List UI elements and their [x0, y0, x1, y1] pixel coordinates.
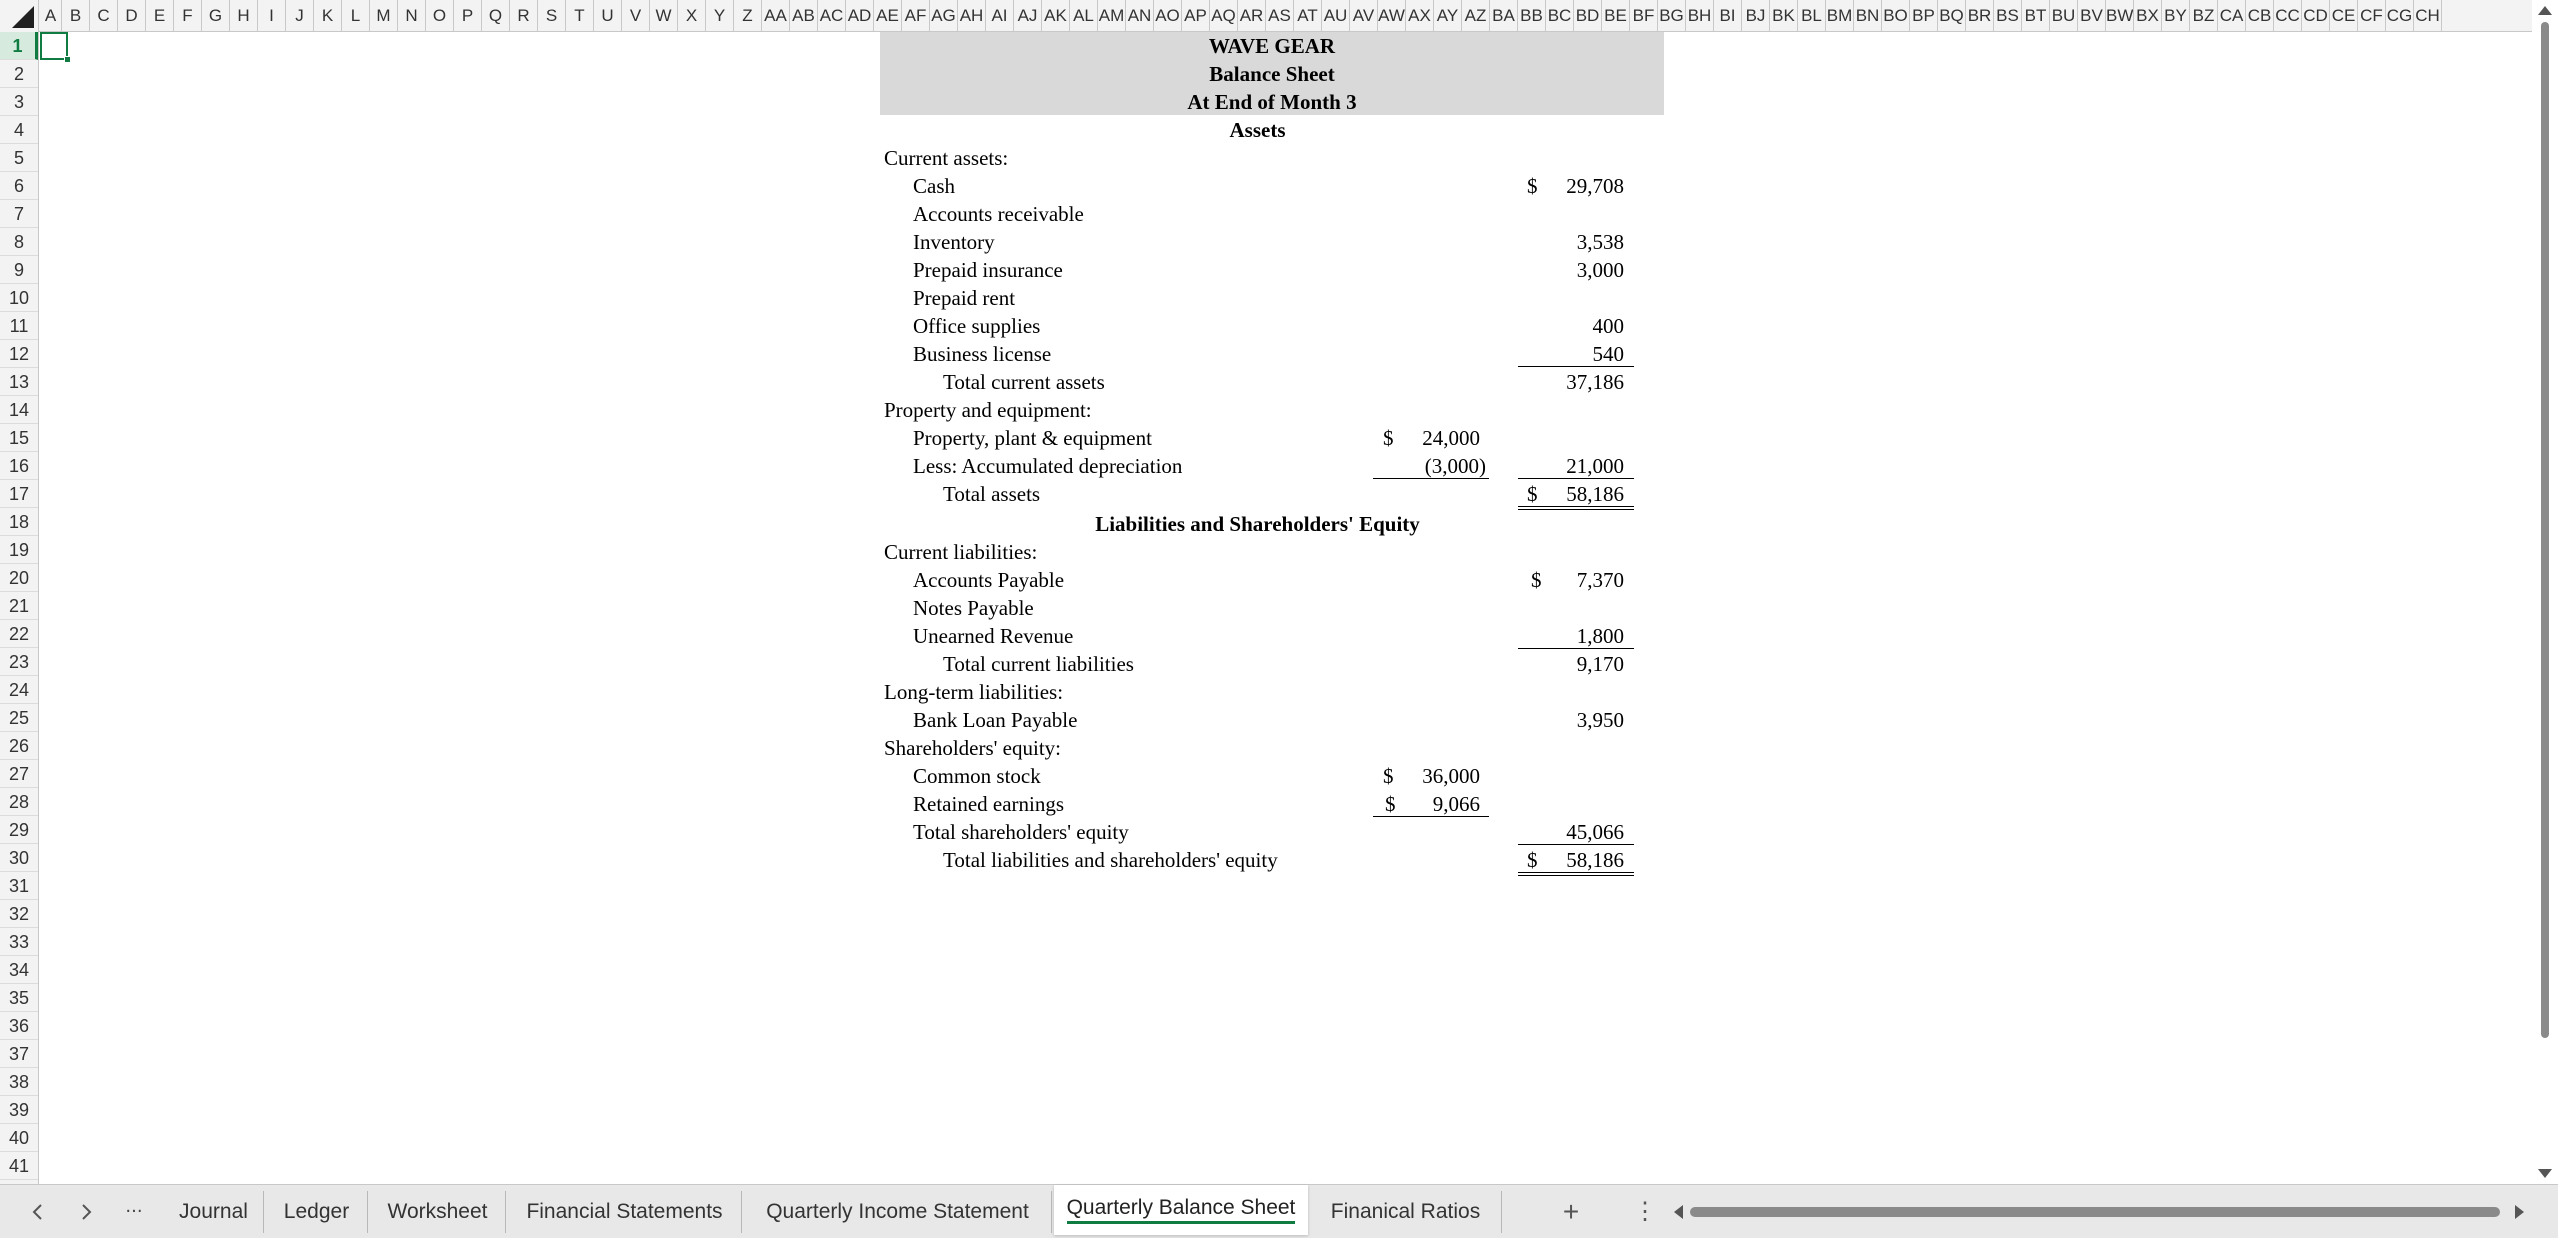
column-header-t[interactable]: T	[566, 0, 594, 32]
column-header-br[interactable]: BR	[1966, 0, 1994, 32]
column-header-n[interactable]: N	[398, 0, 426, 32]
row-header-35[interactable]: 35	[0, 984, 38, 1012]
column-header-bo[interactable]: BO	[1882, 0, 1910, 32]
more-sheets-button[interactable]: ···	[125, 1201, 143, 1222]
column-header-b[interactable]: B	[62, 0, 90, 32]
scroll-down-arrow-icon[interactable]	[2538, 1169, 2552, 1178]
total-current-liabilities-value: 9,170	[1576, 652, 1624, 676]
column-header-bar	[0, 0, 2532, 32]
column-header-u[interactable]: U	[594, 0, 622, 32]
accounts-payable-value: 7,370	[1576, 568, 1624, 592]
column-header-x[interactable]: X	[678, 0, 706, 32]
total-liabilities-equity-dollar-sign: $	[1527, 848, 1538, 872]
row-header-33[interactable]: 33	[0, 928, 38, 956]
active-cell-a1[interactable]	[40, 32, 68, 60]
tab-ledger[interactable]: Ledger	[266, 1191, 368, 1233]
row-header-24[interactable]: 24	[0, 676, 38, 704]
column-header-bd[interactable]: BD	[1574, 0, 1602, 32]
column-header-q[interactable]: Q	[482, 0, 510, 32]
inventory-value: 3,538	[1576, 230, 1624, 254]
next-sheet-button[interactable]	[66, 1193, 106, 1231]
notes-payable-label: Notes Payable	[913, 596, 1034, 620]
row-header-28[interactable]: 28	[0, 788, 38, 816]
row-header-1[interactable]: 1	[0, 32, 38, 60]
column-header-s[interactable]: S	[538, 0, 566, 32]
column-header-bq[interactable]: BQ	[1938, 0, 1966, 32]
column-header-ag[interactable]: AG	[930, 0, 958, 32]
column-header-bk[interactable]: BK	[1770, 0, 1798, 32]
row-header-40[interactable]: 40	[0, 1124, 38, 1152]
equity-underline	[1373, 816, 1489, 817]
column-header-c[interactable]: C	[90, 0, 118, 32]
column-header-az[interactable]: AZ	[1462, 0, 1490, 32]
row-header-7[interactable]: 7	[0, 200, 38, 228]
row-header-11[interactable]: 11	[0, 312, 38, 340]
total-assets-label: Total assets	[943, 482, 1041, 506]
bank-loan-value: 3,950	[1576, 708, 1624, 732]
column-header-v[interactable]: V	[622, 0, 650, 32]
row-header-27[interactable]: 27	[0, 760, 38, 788]
total-liabilities-equity-label: Total liabilities and shareholders' equity	[943, 848, 1278, 872]
column-header-cc[interactable]: CC	[2274, 0, 2302, 32]
total-liabilities-equity-value: 58,186	[1566, 848, 1624, 872]
retained-earnings-label: Retained earnings	[913, 792, 1065, 816]
depreciation-underline	[1373, 478, 1489, 479]
column-header-w[interactable]: W	[650, 0, 678, 32]
common-stock-dollar-sign: $	[1383, 764, 1394, 788]
property-equipment-heading: Property and equipment:	[884, 398, 1092, 422]
column-header-a[interactable]: A	[40, 0, 62, 32]
column-header-am[interactable]: AM	[1098, 0, 1126, 32]
row-header-14[interactable]: 14	[0, 396, 38, 424]
vertical-scrollbar[interactable]	[2532, 0, 2558, 1184]
row-header-3[interactable]: 3	[0, 88, 38, 116]
liabilities-equity-heading: Liabilities and Shareholders' Equity	[1095, 512, 1420, 536]
column-header-al[interactable]: AL	[1070, 0, 1098, 32]
column-header-o[interactable]: O	[426, 0, 454, 32]
vertical-scroll-thumb[interactable]	[2541, 22, 2549, 1038]
column-header-bi[interactable]: BI	[1714, 0, 1742, 32]
row-header-19[interactable]: 19	[0, 536, 38, 564]
row-header-36[interactable]: 36	[0, 1012, 38, 1040]
accounts-payable-dollar-sign: $	[1531, 568, 1542, 592]
total-current-liabilities-label: Total current liabilities	[943, 652, 1134, 676]
prepaid-insurance-label: Prepaid insurance	[913, 258, 1063, 282]
row-header-41[interactable]: 41	[0, 1152, 38, 1180]
total-current-assets-label: Total current assets	[943, 370, 1105, 394]
column-header-y[interactable]: Y	[706, 0, 734, 32]
column-header-aj[interactable]: AJ	[1014, 0, 1042, 32]
tab-financial-statements[interactable]: Financial Statements	[508, 1191, 742, 1233]
tab-worksheet[interactable]: Worksheet	[370, 1191, 506, 1233]
common-stock-value: 36,000	[1422, 764, 1480, 788]
business-license-value: 540	[1592, 342, 1624, 366]
column-header-z[interactable]: Z	[734, 0, 762, 32]
current-liabilities-label: Current liabilities:	[884, 540, 1038, 564]
column-header-ce[interactable]: CE	[2330, 0, 2358, 32]
column-header-ai[interactable]: AI	[986, 0, 1014, 32]
row-header-10[interactable]: 10	[0, 284, 38, 312]
assets-heading: Assets	[1229, 118, 1286, 142]
column-header-as[interactable]: AS	[1266, 0, 1294, 32]
statement-period: At End of Month 3	[1187, 90, 1357, 114]
column-header-bx[interactable]: BX	[2134, 0, 2162, 32]
sheet-options-button[interactable]: ⋮	[1633, 1198, 1657, 1225]
cash-dollar-sign: $	[1527, 174, 1538, 198]
retained-earnings-value: 9,066	[1432, 792, 1480, 816]
column-header-bv[interactable]: BV	[2078, 0, 2106, 32]
column-header-ca[interactable]: CA	[2218, 0, 2246, 32]
column-header-bz[interactable]: BZ	[2190, 0, 2218, 32]
column-header-bt[interactable]: BT	[2022, 0, 2050, 32]
row-header-2[interactable]: 2	[0, 60, 38, 88]
row-header-25[interactable]: 25	[0, 704, 38, 732]
total-equity-underline	[1518, 844, 1634, 845]
row-header-32[interactable]: 32	[0, 900, 38, 928]
column-header-d[interactable]: D	[118, 0, 146, 32]
row-header-8[interactable]: 8	[0, 228, 38, 256]
row-header-29[interactable]: 29	[0, 816, 38, 844]
total-current-assets-value: 37,186	[1566, 370, 1624, 394]
total-liabilities-equity-double-underline	[1518, 872, 1634, 876]
column-header-bl[interactable]: BL	[1798, 0, 1826, 32]
row-header-23[interactable]: 23	[0, 648, 38, 676]
cash-label: Cash	[913, 174, 955, 198]
column-header-g[interactable]: G	[202, 0, 230, 32]
select-all-corner[interactable]	[0, 0, 39, 32]
row-header-13[interactable]: 13	[0, 368, 38, 396]
row-header-20[interactable]: 20	[0, 564, 38, 592]
tab-quarterly-balance-sheet-label: Quarterly Balance Sheet	[1067, 1196, 1296, 1224]
column-header-aa[interactable]: AA	[762, 0, 790, 32]
column-header-ac[interactable]: AC	[818, 0, 846, 32]
row-header-38[interactable]: 38	[0, 1068, 38, 1096]
chevron-right-icon	[76, 1202, 96, 1222]
subtotal-underline	[1518, 366, 1634, 367]
retained-earnings-dollar-sign: $	[1385, 792, 1396, 816]
net-ppe-value: 21,000	[1566, 454, 1624, 478]
statement-title: Balance Sheet	[1209, 62, 1335, 86]
column-header-cf[interactable]: CF	[2358, 0, 2386, 32]
chevron-left-icon	[28, 1202, 48, 1222]
prepaid-rent-label: Prepaid rent	[913, 286, 1016, 310]
row-header-21[interactable]: 21	[0, 592, 38, 620]
accumulated-depreciation-value: (3,000)	[1424, 454, 1486, 478]
column-header-ae[interactable]: AE	[874, 0, 902, 32]
column-header-f[interactable]: F	[174, 0, 202, 32]
column-header-l[interactable]: L	[342, 0, 370, 32]
row-header-39[interactable]: 39	[0, 1096, 38, 1124]
column-header-bc[interactable]: BC	[1546, 0, 1574, 32]
column-header-ax[interactable]: AX	[1406, 0, 1434, 32]
cash-value: 29,708	[1566, 174, 1624, 198]
column-header-ah[interactable]: AH	[958, 0, 986, 32]
column-header-cd[interactable]: CD	[2302, 0, 2330, 32]
row-header-16[interactable]: 16	[0, 452, 38, 480]
row-header-4[interactable]: 4	[0, 116, 38, 144]
horizontal-scroll-thumb[interactable]	[1690, 1207, 2500, 1217]
column-header-r[interactable]: R	[510, 0, 538, 32]
accumulated-depreciation-label: Less: Accumulated depreciation	[913, 454, 1183, 478]
column-header-ar[interactable]: AR	[1238, 0, 1266, 32]
column-header-j[interactable]: J	[286, 0, 314, 32]
column-header-be[interactable]: BE	[1602, 0, 1630, 32]
ppe-value: 24,000	[1422, 426, 1480, 450]
row-header-17[interactable]: 17	[0, 480, 38, 508]
column-header-ak[interactable]: AK	[1042, 0, 1070, 32]
current-liabilities-underline	[1518, 648, 1634, 649]
column-header-by[interactable]: BY	[2162, 0, 2190, 32]
previous-sheet-button[interactable]	[18, 1193, 58, 1231]
row-header-37[interactable]: 37	[0, 1040, 38, 1068]
column-header-bn[interactable]: BN	[1854, 0, 1882, 32]
accounts-receivable-label: Accounts receivable	[913, 202, 1084, 226]
long-term-liabilities-label: Long-term liabilities:	[884, 680, 1064, 704]
add-sheet-button[interactable]: +	[1562, 1196, 1580, 1227]
column-header-bg[interactable]: BG	[1658, 0, 1686, 32]
column-header-an[interactable]: AN	[1126, 0, 1154, 32]
tab-quarterly-income-statement[interactable]: Quarterly Income Statement	[744, 1191, 1052, 1233]
column-header-bs[interactable]: BS	[1994, 0, 2022, 32]
row-header-31[interactable]: 31	[0, 872, 38, 900]
column-header-k[interactable]: K	[314, 0, 342, 32]
net-ppe-underline	[1518, 478, 1634, 479]
company-name: WAVE GEAR	[1208, 34, 1336, 58]
column-header-ap[interactable]: AP	[1182, 0, 1210, 32]
column-header-at[interactable]: AT	[1294, 0, 1322, 32]
column-header-bb[interactable]: BB	[1518, 0, 1546, 32]
column-header-bm[interactable]: BM	[1826, 0, 1854, 32]
row-header-15[interactable]: 15	[0, 424, 38, 452]
current-assets-label: Current assets:	[884, 146, 1009, 170]
bank-loan-label: Bank Loan Payable	[913, 708, 1078, 732]
row-header-6[interactable]: 6	[0, 172, 38, 200]
column-header-av[interactable]: AV	[1350, 0, 1378, 32]
column-header-aw[interactable]: AW	[1378, 0, 1406, 32]
total-equity-value: 45,066	[1566, 820, 1624, 844]
column-header-bj[interactable]: BJ	[1742, 0, 1770, 32]
column-header-au[interactable]: AU	[1322, 0, 1350, 32]
column-header-ab[interactable]: AB	[790, 0, 818, 32]
unearned-revenue-label: Unearned Revenue	[913, 624, 1074, 648]
column-header-bu[interactable]: BU	[2050, 0, 2078, 32]
office-supplies-label: Office supplies	[913, 314, 1041, 338]
column-header-cb[interactable]: CB	[2246, 0, 2274, 32]
column-header-bh[interactable]: BH	[1686, 0, 1714, 32]
column-header-cg[interactable]: CG	[2386, 0, 2414, 32]
row-header-18[interactable]: 18	[0, 508, 38, 536]
tab-quarterly-balance-sheet[interactable]	[1054, 1185, 1308, 1235]
scroll-right-arrow-icon[interactable]	[2515, 1205, 2524, 1219]
row-header-5[interactable]: 5	[0, 144, 38, 172]
column-header-bf[interactable]: BF	[1630, 0, 1658, 32]
office-supplies-value: 400	[1592, 314, 1624, 338]
row-header-30[interactable]: 30	[0, 844, 38, 872]
column-header-af[interactable]: AF	[902, 0, 930, 32]
column-header-bp[interactable]: BP	[1910, 0, 1938, 32]
shareholders-equity-heading: Shareholders' equity:	[884, 736, 1061, 760]
ppe-dollar-sign: $	[1383, 426, 1394, 450]
row-header-12[interactable]: 12	[0, 340, 38, 368]
business-license-label: Business license	[913, 342, 1052, 366]
column-header-ch[interactable]: CH	[2414, 0, 2442, 32]
column-header-ay[interactable]: AY	[1434, 0, 1462, 32]
row-header-22[interactable]: 22	[0, 620, 38, 648]
column-header-p[interactable]: P	[454, 0, 482, 32]
total-assets-value: 58,186	[1566, 482, 1624, 506]
horizontal-scrollbar[interactable]	[1666, 1195, 2534, 1229]
column-header-aq[interactable]: AQ	[1210, 0, 1238, 32]
tab-financial-ratios[interactable]: Finanical Ratios	[1310, 1191, 1502, 1233]
column-header-m[interactable]: M	[370, 0, 398, 32]
column-header-i[interactable]: I	[258, 0, 286, 32]
row-header-bar	[0, 32, 39, 1184]
scroll-left-arrow-icon[interactable]	[1674, 1205, 1683, 1219]
ppe-label: Property, plant & equipment	[913, 426, 1152, 450]
inventory-label: Inventory	[913, 230, 995, 254]
row-header-9[interactable]: 9	[0, 256, 38, 284]
select-all-icon	[12, 6, 34, 28]
sheet-tab-bar	[0, 1184, 2558, 1238]
total-equity-label: Total shareholders' equity	[913, 820, 1129, 844]
column-header-ba[interactable]: BA	[1490, 0, 1518, 32]
fill-handle[interactable]	[64, 56, 71, 63]
column-header-h[interactable]: H	[230, 0, 258, 32]
row-header-34[interactable]: 34	[0, 956, 38, 984]
unearned-revenue-value: 1,800	[1576, 624, 1624, 648]
tab-journal[interactable]: Journal	[164, 1191, 264, 1233]
accounts-payable-label: Accounts Payable	[913, 568, 1065, 592]
column-header-ad[interactable]: AD	[846, 0, 874, 32]
row-header-26[interactable]: 26	[0, 732, 38, 760]
column-header-e[interactable]: E	[146, 0, 174, 32]
scroll-up-arrow-icon[interactable]	[2538, 6, 2552, 15]
common-stock-label: Common stock	[913, 764, 1041, 788]
column-header-bw[interactable]: BW	[2106, 0, 2134, 32]
total-assets-dollar-sign: $	[1527, 482, 1538, 506]
column-header-ao[interactable]: AO	[1154, 0, 1182, 32]
prepaid-insurance-value: 3,000	[1576, 258, 1624, 282]
